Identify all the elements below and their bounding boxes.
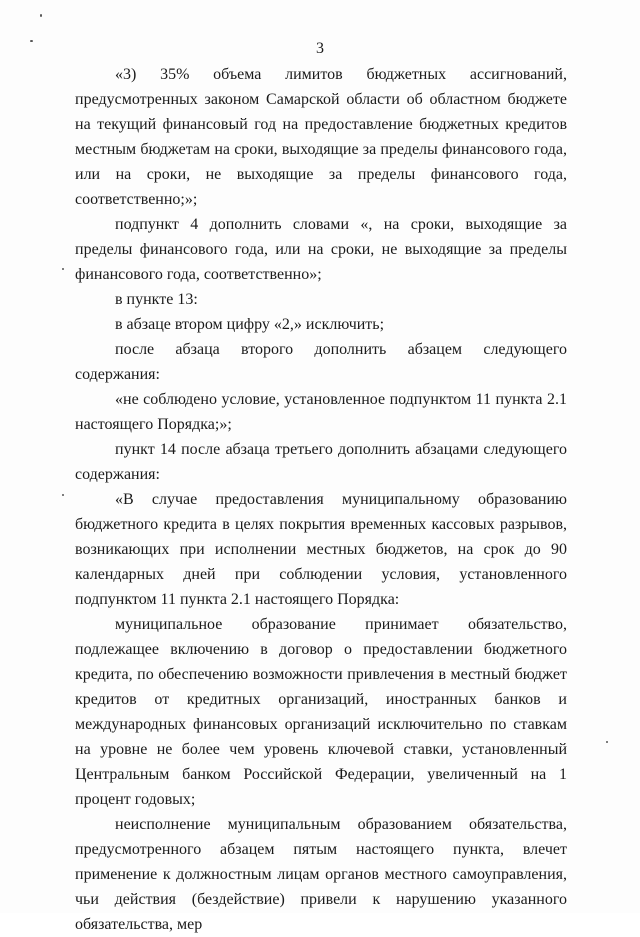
paragraph: «3) 35% объема лимитов бюджетных ассигнований, предусмотренных законом Самарской области об областном бюджете на текущий финансовый год на предоставление бюджетных кредитов местным бюджетам на сроки, выходящие за пределы финансового года, или на сроки, не выходящие за пределы финансового года, соответственно;»; xyxy=(75,66,567,208)
scan-speck xyxy=(62,494,64,496)
document-body xyxy=(75,62,567,937)
scan-speck xyxy=(606,741,608,743)
page-number: 3 xyxy=(316,40,324,57)
paragraph: муниципальное образование принимает обязательство, подлежащее включению в договор о предоставлении бюджетного кредита, по обеспечению возможности привлечения в местный бюджет кредитов от кредитных организаций, иностранных банков и международных финансовых организаций исключительно по ставкам на уровне не более чем уровень ключевой ставки, установленный Центральным банком Российской Федерации, увеличенный на 1 процент годовых; xyxy=(75,616,567,808)
paragraph: «В случае предоставления муниципальному образованию бюджетного кредита в целях покрытия временных кассовых разрывов, возникающих при исполнении местных бюджетов, на срок до 90 календарных дней при соблюдении условия, установленного подпунктом 11 пункта 2.1 настоящего Порядка: xyxy=(75,491,567,608)
scan-speck xyxy=(40,14,42,17)
paragraph: неисполнение муниципальным образованием обязательства, предусмотренного абзацем пятым настоящего пункта, влечет применение к должностным лицам органов местного самоуправления, чьи действия (бездействие) привели к нарушению указанного обязательства, мер xyxy=(75,816,567,933)
paragraph: в абзаце втором цифру «2,» исключить; xyxy=(115,316,385,333)
paragraph: «не соблюдено условие, установленное подпунктом 11 пункта 2.1 настоящего Порядка;»; xyxy=(75,391,567,433)
paragraph: пункт 14 после абзаца третьего дополнить абзацами следующего содержания: xyxy=(75,441,567,483)
paragraph: подпункт 4 дополнить словами «, на сроки, выходящие за пределы финансового года, или на сроки, не выходящие за пределы финансового года, соответственно»; xyxy=(75,216,567,283)
paragraph: в пункте 13: xyxy=(115,291,198,308)
paragraph: после абзаца второго дополнить абзацем следующего содержания: xyxy=(75,341,567,383)
scan-speck xyxy=(62,268,64,270)
